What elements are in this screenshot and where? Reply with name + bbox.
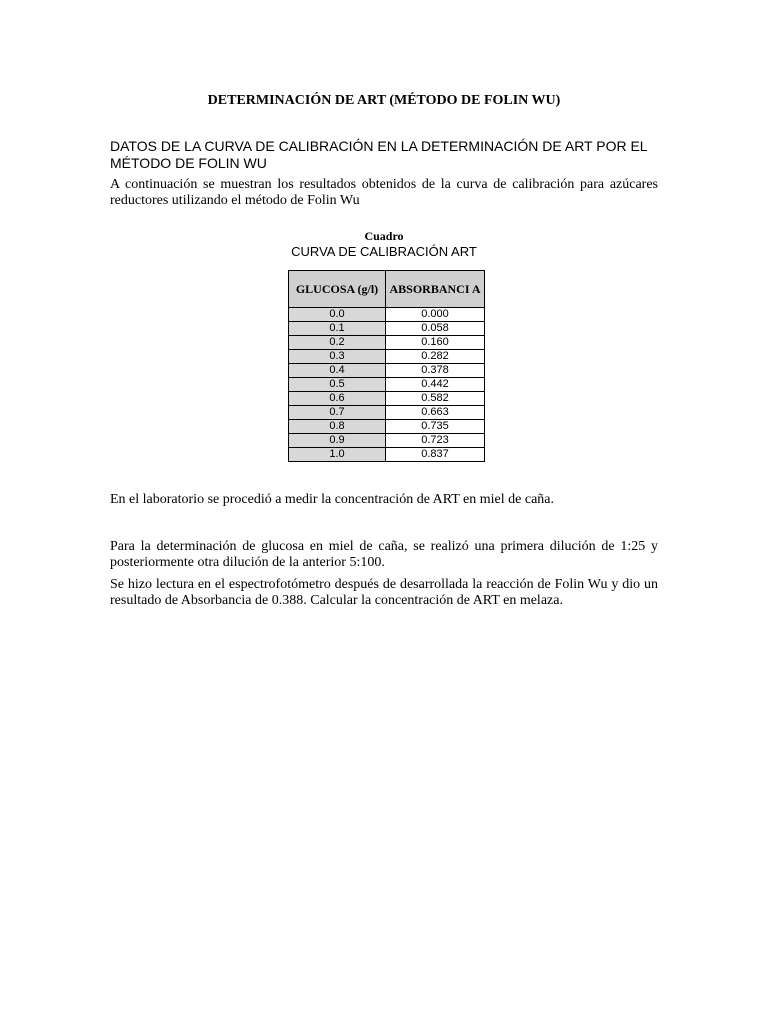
cell-glucosa: 0.3 bbox=[289, 350, 386, 364]
cell-absorbancia: 0.582 bbox=[386, 392, 485, 406]
table-row bbox=[289, 350, 485, 364]
intro-paragraph: A continuación se muestran los resultados obtenidos de la curva de calibración para azúcares reductores utilizando el método de Folin Wu bbox=[110, 177, 658, 208]
table-caption-label: Cuadro bbox=[364, 229, 404, 243]
cell-glucosa: 0.0 bbox=[289, 308, 386, 322]
table-caption-title: CURVA DE CALIBRACIÓN ART bbox=[291, 244, 477, 259]
table-row bbox=[289, 308, 485, 322]
table-row bbox=[289, 364, 485, 378]
cell-absorbancia: 0.000 bbox=[386, 308, 485, 322]
reading-paragraph: Se hizo lectura en el espectrofotómetro después de desarrollada la reacción de Folin Wu y dio un resultado de Absorbancia de 0.388. Calcular la concentración de ART en melaza. bbox=[110, 577, 658, 608]
table-header-row bbox=[289, 271, 485, 308]
cell-glucosa: 0.5 bbox=[289, 378, 386, 392]
dilution-paragraph: Para la determinación de glucosa en miel de caña, se realizó una primera dilución de 1:25 y posteriormente otra dilución de la anterior 5:100. bbox=[110, 539, 658, 570]
cell-absorbancia: 0.837 bbox=[386, 448, 485, 462]
cell-absorbancia: 0.058 bbox=[386, 322, 485, 336]
header-glucosa: GLUCOSA (g/l) bbox=[289, 271, 386, 308]
cell-absorbancia: 0.735 bbox=[386, 420, 485, 434]
cell-absorbancia: 0.282 bbox=[386, 350, 485, 364]
header-absorbancia: ABSORBANCI A bbox=[386, 271, 485, 308]
cell-absorbancia: 0.160 bbox=[386, 336, 485, 350]
cell-glucosa: 0.8 bbox=[289, 420, 386, 434]
table-row bbox=[289, 392, 485, 406]
table-row bbox=[289, 448, 485, 462]
cell-glucosa: 0.2 bbox=[289, 336, 386, 350]
cell-absorbancia: 0.442 bbox=[386, 378, 485, 392]
document-title: DETERMINACIÓN DE ART (MÉTODO DE FOLIN WU) bbox=[207, 93, 561, 108]
cell-glucosa: 0.9 bbox=[289, 434, 386, 448]
table-row bbox=[289, 406, 485, 420]
lab-paragraph: En el laboratorio se procedió a medir la concentración de ART en miel de caña. bbox=[110, 492, 555, 507]
table-row bbox=[289, 336, 485, 350]
cell-absorbancia: 0.663 bbox=[386, 406, 485, 420]
cell-glucosa: 1.0 bbox=[289, 448, 386, 462]
cell-glucosa: 0.1 bbox=[289, 322, 386, 336]
cell-glucosa: 0.7 bbox=[289, 406, 386, 420]
section-subtitle: DATOS DE LA CURVA DE CALIBRACIÓN EN LA DETERMINACIÓN DE ART POR EL MÉTODO DE FOLIN WU bbox=[110, 138, 648, 171]
cell-absorbancia: 0.378 bbox=[386, 364, 485, 378]
table-body bbox=[289, 308, 485, 462]
cell-glucosa: 0.6 bbox=[289, 392, 386, 406]
table-row bbox=[289, 322, 485, 336]
table-row bbox=[289, 420, 485, 434]
cell-absorbancia: 0.723 bbox=[386, 434, 485, 448]
calibration-table bbox=[288, 270, 485, 462]
table-row bbox=[289, 378, 485, 392]
table-row bbox=[289, 434, 485, 448]
cell-glucosa: 0.4 bbox=[289, 364, 386, 378]
